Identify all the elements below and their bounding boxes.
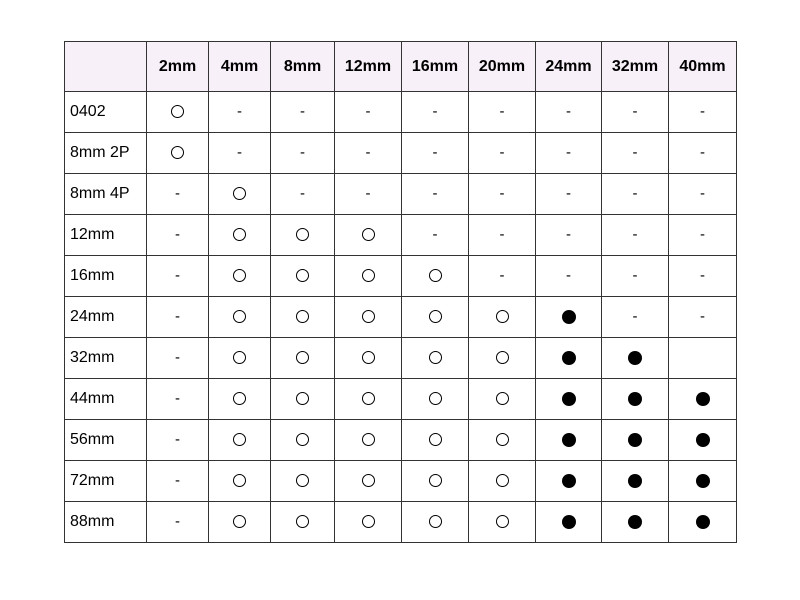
dash-mark: - — [632, 185, 638, 203]
table-cell — [271, 379, 335, 420]
table-cell — [402, 461, 469, 502]
table-cell — [602, 420, 669, 461]
table-cell — [147, 174, 209, 215]
table-cell — [402, 297, 469, 338]
table-cell — [271, 502, 335, 543]
table-cell — [669, 338, 737, 379]
table-cell — [602, 256, 669, 297]
dash-mark: - — [365, 103, 371, 121]
open-circle-icon — [296, 474, 309, 487]
table-cell — [209, 338, 271, 379]
dash-mark: - — [432, 103, 438, 121]
row-header: 56mm — [65, 420, 147, 461]
table-cell — [402, 256, 469, 297]
column-header: 24mm — [536, 42, 602, 92]
table-cell — [536, 174, 602, 215]
open-circle-icon — [429, 310, 442, 323]
open-circle-icon — [233, 310, 246, 323]
table-cell — [402, 174, 469, 215]
table-cell — [669, 461, 737, 502]
column-header: 32mm — [602, 42, 669, 92]
filled-circle-icon — [562, 474, 576, 488]
table-cell — [602, 92, 669, 133]
table-cell — [402, 338, 469, 379]
column-header: 40mm — [669, 42, 737, 92]
open-circle-icon — [362, 269, 375, 282]
open-circle-icon — [296, 310, 309, 323]
open-circle-icon — [429, 269, 442, 282]
dash-mark: - — [432, 226, 438, 244]
table-cell — [271, 133, 335, 174]
table-cell — [536, 92, 602, 133]
filled-circle-icon — [628, 351, 642, 365]
row-header: 12mm — [65, 215, 147, 256]
table-cell — [335, 502, 402, 543]
table-cell — [147, 133, 209, 174]
table-cell — [602, 502, 669, 543]
table-row — [65, 174, 737, 215]
dash-mark: - — [175, 472, 180, 490]
table-cell — [209, 256, 271, 297]
table-cell — [602, 174, 669, 215]
filled-circle-icon — [696, 392, 710, 406]
open-circle-icon — [429, 392, 442, 405]
table-cell — [469, 379, 536, 420]
dash-mark: - — [566, 144, 571, 162]
dash-mark: - — [237, 103, 242, 121]
compatibility-table — [64, 41, 737, 543]
table-cell — [669, 256, 737, 297]
table-cell — [669, 379, 737, 420]
open-circle-icon — [296, 269, 309, 282]
dash-mark: - — [175, 349, 180, 367]
table-cell — [469, 92, 536, 133]
row-header: 44mm — [65, 379, 147, 420]
table-cell — [669, 92, 737, 133]
open-circle-icon — [429, 474, 442, 487]
dash-mark: - — [700, 185, 705, 203]
open-circle-icon — [296, 351, 309, 364]
column-header: 16mm — [402, 42, 469, 92]
dash-mark: - — [499, 267, 505, 285]
dash-mark: - — [566, 103, 571, 121]
open-circle-icon — [496, 433, 509, 446]
table-cell — [602, 133, 669, 174]
dash-mark: - — [237, 144, 242, 162]
table-cell — [669, 420, 737, 461]
table-row — [65, 420, 737, 461]
open-circle-icon — [233, 392, 246, 405]
header-corner-cell — [65, 42, 147, 92]
table-row — [65, 338, 737, 379]
table-cell — [271, 420, 335, 461]
table-cell — [469, 297, 536, 338]
table-row — [65, 133, 737, 174]
filled-circle-icon — [562, 515, 576, 529]
column-header: 4mm — [209, 42, 271, 92]
open-circle-icon — [362, 310, 375, 323]
filled-circle-icon — [628, 515, 642, 529]
table-cell — [536, 379, 602, 420]
filled-circle-icon — [562, 351, 576, 365]
table-cell — [209, 133, 271, 174]
table-row — [65, 297, 737, 338]
table-row — [65, 215, 737, 256]
table-cell — [536, 461, 602, 502]
dash-mark: - — [499, 103, 505, 121]
table-cell — [147, 92, 209, 133]
table-cell — [602, 338, 669, 379]
filled-circle-icon — [696, 474, 710, 488]
dash-mark: - — [700, 144, 705, 162]
dash-mark: - — [300, 103, 305, 121]
dash-mark: - — [700, 267, 705, 285]
table-row — [65, 256, 737, 297]
open-circle-icon — [362, 392, 375, 405]
table-cell — [147, 256, 209, 297]
dash-mark: - — [566, 226, 571, 244]
open-circle-icon — [362, 433, 375, 446]
column-header: 8mm — [271, 42, 335, 92]
open-circle-icon — [362, 351, 375, 364]
table-cell — [669, 297, 737, 338]
open-circle-icon — [429, 433, 442, 446]
open-circle-icon — [296, 228, 309, 241]
table-cell — [669, 174, 737, 215]
table-cell — [209, 461, 271, 502]
table-cell — [402, 502, 469, 543]
table-cell — [335, 133, 402, 174]
table-cell — [469, 420, 536, 461]
open-circle-icon — [496, 515, 509, 528]
row-header: 8mm 4P — [65, 174, 147, 215]
table-cell — [335, 256, 402, 297]
table-cell — [335, 92, 402, 133]
table-cell — [271, 215, 335, 256]
open-circle-icon — [233, 351, 246, 364]
table-cell — [335, 297, 402, 338]
dash-mark: - — [175, 431, 180, 449]
open-circle-icon — [233, 433, 246, 446]
open-circle-icon — [429, 351, 442, 364]
table-cell — [669, 215, 737, 256]
column-header: 20mm — [469, 42, 536, 92]
filled-circle-icon — [562, 392, 576, 406]
table-cell — [469, 133, 536, 174]
table-cell — [402, 420, 469, 461]
dash-mark: - — [499, 226, 505, 244]
table-cell — [335, 379, 402, 420]
table-cell — [209, 379, 271, 420]
table-header — [65, 42, 737, 92]
table-cell — [536, 133, 602, 174]
table-cell — [147, 338, 209, 379]
table-cell — [147, 379, 209, 420]
open-circle-icon — [296, 392, 309, 405]
row-header: 0402 — [65, 92, 147, 133]
table-cell — [209, 215, 271, 256]
dash-mark: - — [499, 185, 505, 203]
table-cell — [469, 338, 536, 379]
open-circle-icon — [233, 187, 246, 200]
open-circle-icon — [496, 351, 509, 364]
filled-circle-icon — [562, 310, 576, 324]
table-cell — [402, 215, 469, 256]
filled-circle-icon — [696, 515, 710, 529]
dash-mark: - — [700, 308, 705, 326]
open-circle-icon — [296, 515, 309, 528]
table-cell — [209, 502, 271, 543]
table-cell — [147, 461, 209, 502]
table-cell — [335, 420, 402, 461]
table-cell — [669, 133, 737, 174]
table-cell — [209, 174, 271, 215]
row-header: 8mm 2P — [65, 133, 147, 174]
dash-mark: - — [700, 226, 705, 244]
table-cell — [602, 461, 669, 502]
table-cell — [271, 461, 335, 502]
dash-mark: - — [432, 144, 438, 162]
table-cell — [536, 502, 602, 543]
table-cell — [536, 338, 602, 379]
header-row — [65, 42, 737, 92]
open-circle-icon — [233, 515, 246, 528]
dash-mark: - — [566, 185, 571, 203]
table-row — [65, 92, 737, 133]
row-header: 32mm — [65, 338, 147, 379]
table-cell — [469, 461, 536, 502]
dash-mark: - — [175, 185, 180, 203]
table-cell — [469, 256, 536, 297]
open-circle-icon — [362, 228, 375, 241]
dash-mark: - — [632, 103, 638, 121]
open-circle-icon — [233, 228, 246, 241]
table-cell — [536, 215, 602, 256]
table-cell — [469, 215, 536, 256]
dash-mark: - — [632, 226, 638, 244]
dash-mark: - — [300, 144, 305, 162]
open-circle-icon — [362, 515, 375, 528]
table-cell — [402, 92, 469, 133]
table-cell — [209, 92, 271, 133]
table-cell — [469, 174, 536, 215]
table-cell — [271, 174, 335, 215]
dash-mark: - — [499, 144, 505, 162]
filled-circle-icon — [696, 433, 710, 447]
column-header: 12mm — [335, 42, 402, 92]
dash-mark: - — [175, 513, 180, 531]
table-cell — [209, 420, 271, 461]
dash-mark: - — [700, 103, 705, 121]
filled-circle-icon — [562, 433, 576, 447]
dash-mark: - — [632, 267, 638, 285]
table-cell — [602, 297, 669, 338]
table-cell — [271, 92, 335, 133]
filled-circle-icon — [628, 433, 642, 447]
table-cell — [147, 502, 209, 543]
dash-mark: - — [632, 308, 638, 326]
table-cell — [536, 420, 602, 461]
dash-mark: - — [300, 185, 305, 203]
table-cell — [536, 256, 602, 297]
column-header: 2mm — [147, 42, 209, 92]
filled-circle-icon — [628, 392, 642, 406]
open-circle-icon — [362, 474, 375, 487]
table-cell — [402, 133, 469, 174]
dash-mark: - — [365, 185, 371, 203]
table-cell — [602, 379, 669, 420]
table-row — [65, 502, 737, 543]
row-header: 72mm — [65, 461, 147, 502]
row-header: 24mm — [65, 297, 147, 338]
dash-mark: - — [175, 226, 180, 244]
open-circle-icon — [171, 105, 184, 118]
table-cell — [335, 461, 402, 502]
table-cell — [669, 502, 737, 543]
open-circle-icon — [429, 515, 442, 528]
dash-mark: - — [566, 267, 571, 285]
table-cell — [402, 379, 469, 420]
open-circle-icon — [496, 310, 509, 323]
table-cell — [536, 297, 602, 338]
dash-mark: - — [175, 390, 180, 408]
table-cell — [602, 215, 669, 256]
table-cell — [147, 420, 209, 461]
dash-mark: - — [632, 144, 638, 162]
table-cell — [469, 502, 536, 543]
table-cell — [271, 338, 335, 379]
table-cell — [335, 338, 402, 379]
open-circle-icon — [496, 474, 509, 487]
table-cell — [209, 297, 271, 338]
dash-mark: - — [432, 185, 438, 203]
open-circle-icon — [296, 433, 309, 446]
open-circle-icon — [233, 474, 246, 487]
row-header: 88mm — [65, 502, 147, 543]
dash-mark: - — [175, 267, 180, 285]
open-circle-icon — [233, 269, 246, 282]
table-cell — [271, 297, 335, 338]
table-cell — [335, 215, 402, 256]
table-cell — [335, 174, 402, 215]
filled-circle-icon — [628, 474, 642, 488]
table-cell — [147, 215, 209, 256]
open-circle-icon — [496, 392, 509, 405]
dash-mark: - — [175, 308, 180, 326]
row-header: 16mm — [65, 256, 147, 297]
open-circle-icon — [171, 146, 184, 159]
table-row — [65, 461, 737, 502]
table-body — [65, 92, 737, 543]
table-row — [65, 379, 737, 420]
table-cell — [271, 256, 335, 297]
table-cell — [147, 297, 209, 338]
dash-mark: - — [365, 144, 371, 162]
